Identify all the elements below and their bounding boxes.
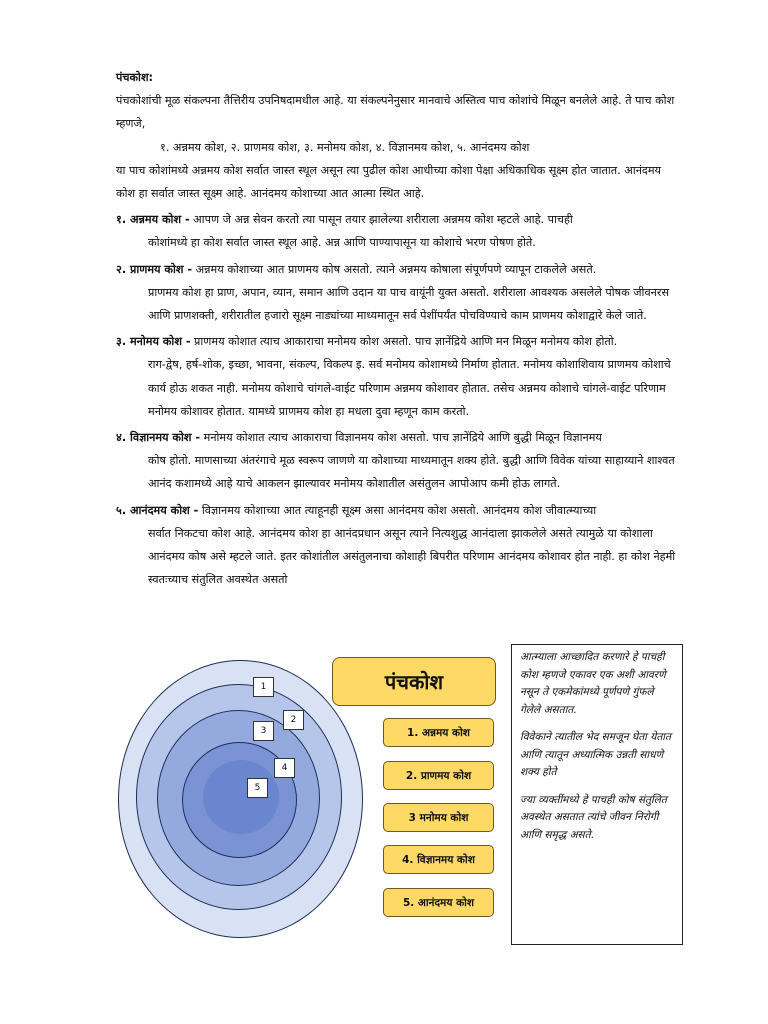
kosha-item-vijnanamaya bbox=[116, 426, 678, 496]
intro-paragraph: पंचकोशांची मूळ संकल्पना तैत्तिरीय उपनिषदामधील आहे. या संकल्पनेनुसार मानवाचे अस्तित्व पाच कोशांचे मिळून बनलेले आहे. ते पाच कोश म्हणजे, bbox=[116, 94, 675, 131]
concentric-circles-diagram bbox=[118, 660, 363, 938]
sheath-label-anandamaya: 5. आनंदमय कोश bbox=[383, 888, 494, 917]
article-text bbox=[116, 66, 678, 591]
kosha-item-pranamaya bbox=[116, 258, 678, 328]
circle-number-label: 1 bbox=[253, 677, 274, 697]
note-paragraph: ज्या व्यक्तींमध्ये हे पाचही कोष संतुलित अवस्थेत असतात त्यांचे जीवन निरोगी आणि समृद्ध असते. bbox=[520, 793, 667, 841]
sheath-label-annamaya: 1. अन्नमय कोश bbox=[383, 718, 494, 747]
sheath-label-manomaya: 3 मनोमय कोश bbox=[383, 803, 494, 832]
circle-number-label: 3 bbox=[253, 721, 274, 741]
item-term: २. प्राणमय कोश - bbox=[116, 262, 193, 276]
item-continuation: कोशांमध्ये हा कोश सर्वात जास्त स्थूल आहे. अन्न आणि पाण्यापासून या कोशाचे भरण पोषण होते. bbox=[148, 236, 536, 250]
article-heading: पंचकोश: bbox=[116, 71, 154, 84]
item-term: १. अन्नमय कोश - bbox=[116, 213, 190, 227]
kosha-item-manomaya bbox=[116, 330, 678, 423]
sheath-label-pranamaya: 2. प्राणमय कोश bbox=[383, 761, 494, 790]
kosha-list-line: १. अन्नमय कोश, २. प्राणमय कोश, ३. मनोमय कोश, ४. विज्ञानमय कोश, ५. आनंदमय कोश bbox=[160, 140, 530, 154]
note-paragraph: आत्म्याला आच्छादित करणारे हे पाचही कोश म्हणजे एकावर एक अशी आवरणे नसून ते एकमेकांमध्ये पूर्णपणे गुंफले गेलेले असतात. bbox=[520, 651, 666, 716]
item-lead: आपण जे अन्न सेवन करतो त्या पासून तयार झालेल्या शरीराला अन्नमय कोश म्हटले आहे. पाचही bbox=[193, 213, 573, 227]
kosha-item-anandamaya bbox=[116, 499, 678, 592]
item-term: ३. मनोमय कोश - bbox=[116, 335, 191, 349]
item-lead: मनोमय कोशात त्याच आकाराचा विज्ञानमय कोश असतो. पाच ज्ञानेंद्रिये आणि बुद्धी मिळून विज्ञानमय bbox=[203, 431, 602, 445]
item-lead: अन्नमय कोशाच्या आत प्राणमय कोष असतो. त्याने अन्नमय कोषाला संपूर्णपणे व्यापून टाकलेले असते. bbox=[195, 262, 597, 276]
circle-number-label: 5 bbox=[247, 778, 268, 798]
sheath-label-vijnanamaya: 4. विज्ञानमय कोश bbox=[383, 845, 494, 874]
item-continuation: कोष होतो. माणसाच्या अंतरंगाचे मूळ स्वरूप जाणणे या कोशाच्या माध्यमातून शक्य होते. बुद्धी आणि विवेक यांच्या साहाय्याने शाश्वत आनंद कशामध्ये आहे याचे आकलन झाल्यावर मनोमय कोशातील असंतुलन आपोआप कमी होऊ लागते. bbox=[148, 454, 675, 491]
notes-box bbox=[511, 644, 683, 945]
kosha-item-annamaya bbox=[116, 208, 678, 254]
item-continuation: प्राणमय कोश हा प्राण, अपान, व्यान, समान आणि उदान या पाच वायूंनी युक्त असतो. शरीराला आवश्यक असलेले पोषक जीवनरस आणि प्राणशक्ती, शरीरातील हजारो सूक्ष्म नाड्यांच्या माध्यमातून सर्व पेशींपर्यंत पोचविण्याचे काम प्राणमय कोशाद्वारे केले जाते. bbox=[148, 285, 670, 323]
summary-paragraph: या पाच कोशांमध्ये अन्नमय कोश सर्वात जास्त स्थूल असून त्या पुढील कोश आधीच्या कोशा पेक्षा अधिकाधिक सूक्ष्म होत जातात. आनंदमय कोश हा सर्वात जास्त सूक्ष्म आहे. आनंदमय कोशाच्या आत आत्मा स्थित आहे. bbox=[116, 163, 662, 201]
circle-number-label: 4 bbox=[274, 758, 295, 778]
panchakosha-title-box: पंचकोश bbox=[332, 657, 496, 706]
item-term: ५. आनंदमय कोश - bbox=[116, 503, 199, 517]
note-paragraph: विवेकाने त्यातील भेद समजून घेता येतात आणि त्यातून अध्यात्मिक उन्नती साधणे शक्य होते bbox=[520, 731, 672, 778]
item-continuation: राग-द्वेष, हर्ष-शोक, इच्छा, भावना, संकल्प, विकल्प इ. सर्व मनोमय कोशामध्ये निर्माण होतात. मनोमय कोशाशिवाय प्राणमय कोशाचे कार्य होऊ शकत नाही. मनोमय कोशाचे चांगले-वाईट परिणाम अन्नमय कोशावर होतात. तसेच अन्नमय कोशाचे चांगले-वाईट परिणाम मनोमय कोशावर होतात. यामध्ये प्राणमय कोश हा मधला दुवा म्हणून काम करतो. bbox=[148, 358, 671, 418]
circle-number-label: 2 bbox=[283, 710, 304, 730]
item-lead: प्राणमय कोशात त्याच आकाराचा मनोमय कोश असतो. पाच ज्ञानेंद्रिये आणि मन मिळून मनोमय कोश होतो. bbox=[194, 335, 618, 349]
item-lead: विज्ञानमय कोशाच्या आत त्याहूनही सूक्ष्म असा आनंदमय कोश असतो. आनंदमय कोश जीवात्म्याच्या bbox=[201, 503, 597, 517]
item-term: ४. विज्ञानमय कोश - bbox=[116, 431, 201, 445]
item-continuation: सर्वात निकटचा कोश आहे. आनंदमय कोश हा आनंदप्रधान असून त्याने नित्यशुद्ध आनंदाला झाकलेले असते त्यामुळे या कोशाला आनंदमय कोष असे म्हटले जाते. इतर कोशांतील असंतुलनाचा कोशाही बिपरीत परिणाम आनंदमय कोशावर होत नाही. हा कोश नेहमी स्वतःच्याच संतुलित अवस्थेत असतो bbox=[148, 526, 676, 587]
